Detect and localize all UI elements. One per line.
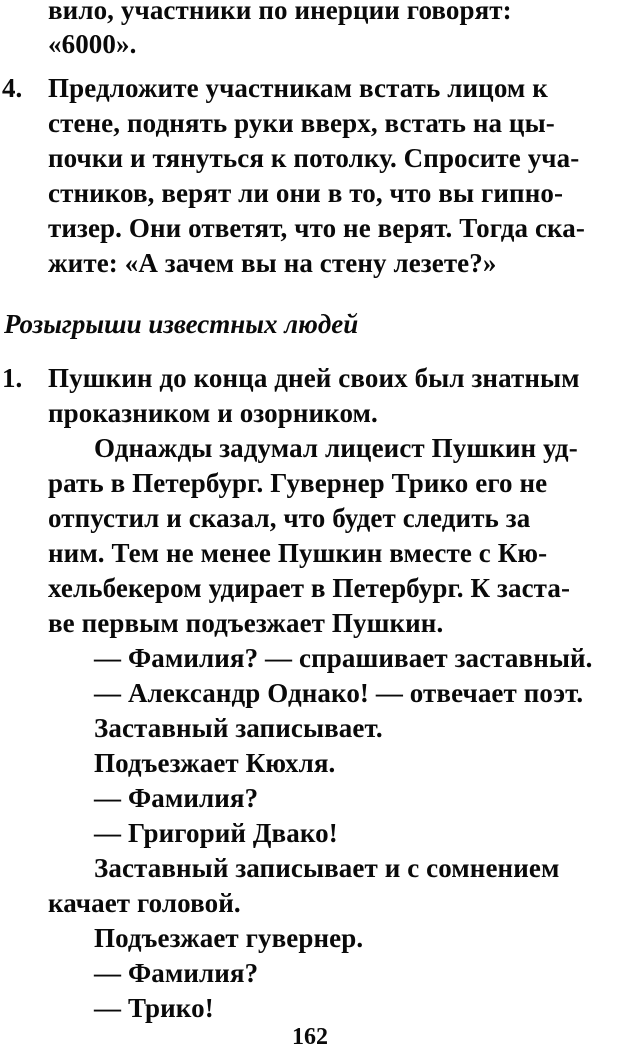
text-line: — Фамилия? — спрашивает заставный. [94,643,593,673]
text-line: тизер. Они ответят, что не верят. Тогда ска- [48,213,585,243]
text-line: Однажды задумал лицеист Пушкин уд- [94,433,578,463]
text-line: — Трико! [94,993,214,1023]
text-line: Подъезжает Кюхля. [94,748,336,778]
item-number: 4. [2,73,23,103]
text-line: проказником и озорником. [48,398,378,428]
text-line: качает головой. [48,888,241,918]
text-line: стене, поднять руки вверх, встать на цы- [48,108,555,138]
text-line: вило, участники по инерции говорят: [48,0,512,25]
page-number: 162 [292,1024,328,1050]
text-line: — Фамилия? [94,958,259,988]
item-number: 1. [2,363,23,393]
text-line: — Александр Однако! — отвечает поэт. [94,678,584,708]
text-line: хельбекером удирает в Петербург. К заста- [48,573,571,603]
text-line: Заставный записывает. [94,713,383,743]
text-line: ним. Тем не менее Пушкин вместе с Кю- [48,538,548,568]
text-line: почки и тянуться к потолку. Спросите уча- [48,143,580,173]
text-line: Пушкин до конца дней своих был знатным [48,363,580,393]
text-line: «6000». [48,29,137,59]
text-line: Заставный записывает и с сомнением [94,853,560,883]
text-line: — Фамилия? [94,783,259,813]
text-line: Подъезжает гувернер. [94,923,364,953]
text-line: отпустил и сказал, что будет следить за [48,503,531,533]
text-line: ве первым подъезжает Пушкин. [48,608,444,638]
text-line: Предложите участникам встать лицом к [48,73,548,103]
text-line: рать в Петербург. Гувернер Трико его не [48,468,548,498]
text-line: стников, верят ли они в то, что вы гипно- [48,178,564,208]
text-line: жите: «А зачем вы на стену лезете?» [48,248,497,278]
text-line: — Григорий Двако! [94,818,338,848]
section-heading: Розыгрыши известных людей [4,309,359,339]
